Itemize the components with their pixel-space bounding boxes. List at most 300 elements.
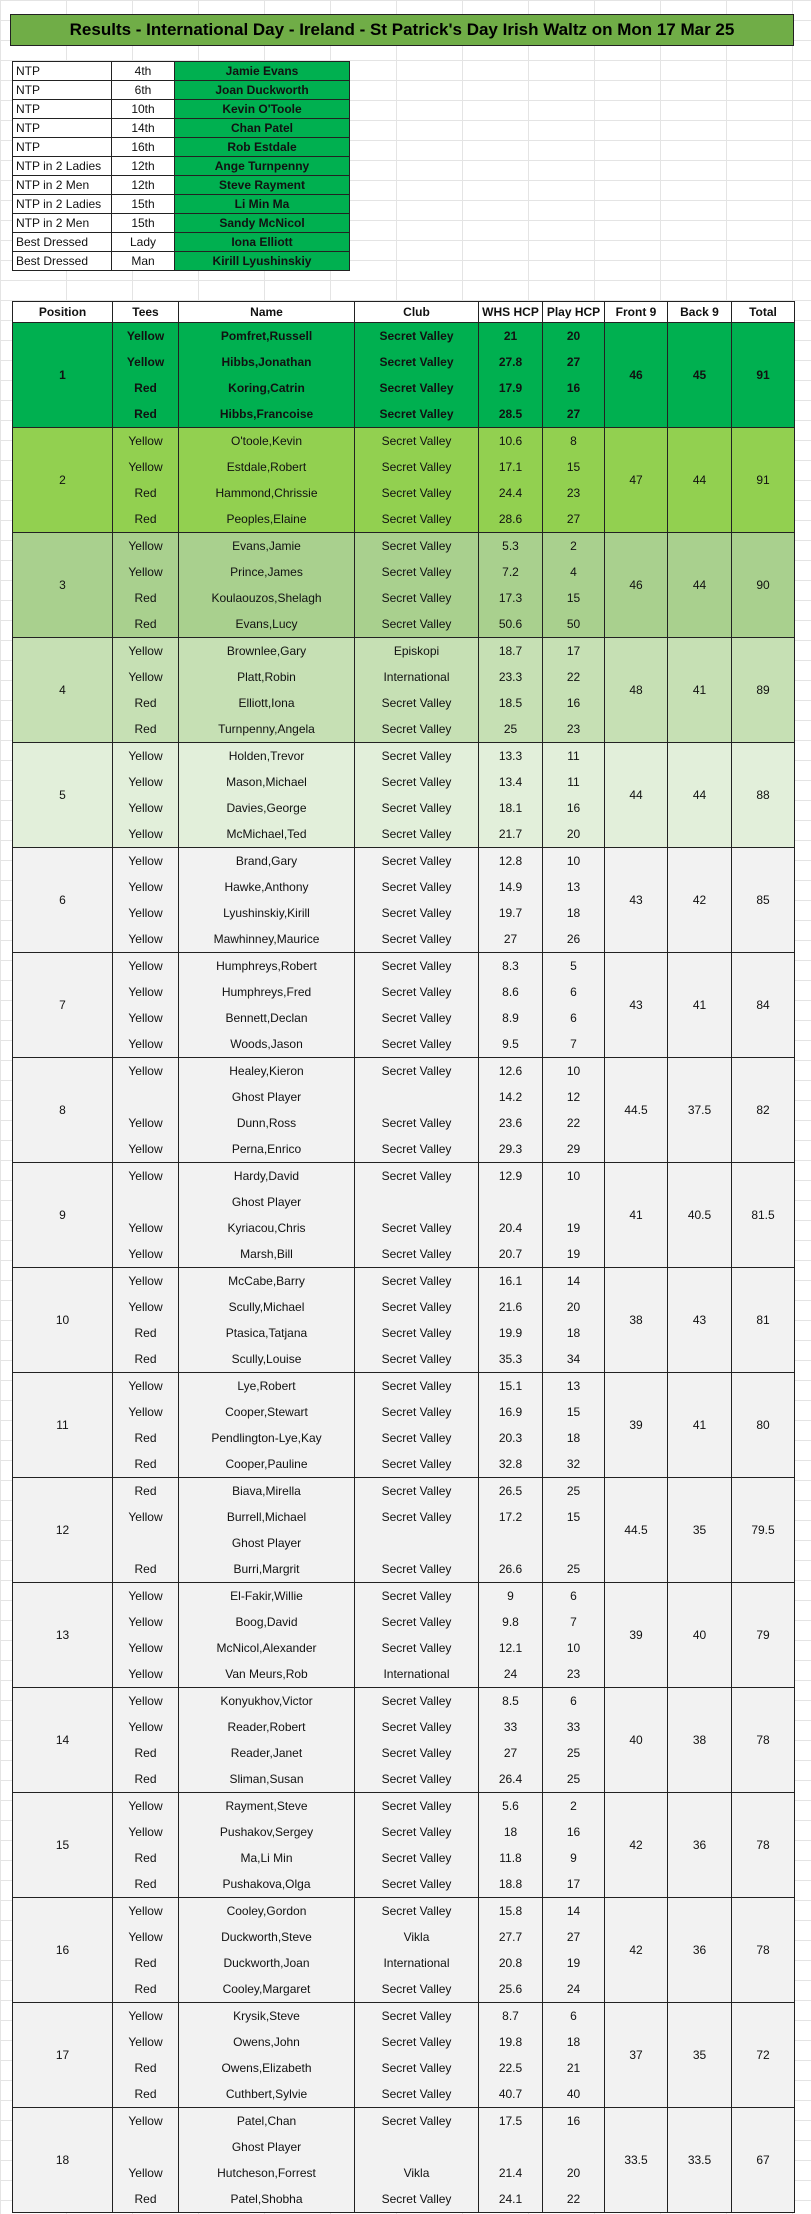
player-name: Koulaouzos,Shelagh [179, 585, 355, 611]
player-play-hcp [543, 1530, 605, 1556]
player-name: O'toole,Kevin [179, 428, 355, 455]
player-club: Secret Valley [355, 1609, 479, 1635]
player-club: Secret Valley [355, 1740, 479, 1766]
award-detail: 10th [112, 100, 175, 119]
header-tees: Tees [113, 302, 179, 323]
player-tees: Red [113, 1766, 179, 1793]
player-play-hcp: 16 [543, 795, 605, 821]
award-row [13, 252, 350, 271]
back-9-cell: 37.5 [668, 1058, 732, 1163]
player-play-hcp: 25 [543, 1556, 605, 1583]
player-club: Secret Valley [355, 716, 479, 743]
player-whs-hcp: 35.3 [479, 1346, 543, 1373]
player-play-hcp: 6 [543, 1688, 605, 1715]
player-tees: Red [113, 716, 179, 743]
front-9-cell: 46 [605, 323, 668, 428]
award-winner: Kirill Lyushinskiy [175, 252, 350, 271]
result-group [13, 953, 795, 1058]
player-whs-hcp: 20.3 [479, 1425, 543, 1451]
player-tees: Yellow [113, 1110, 179, 1136]
player-whs-hcp: 27 [479, 926, 543, 953]
award-type: NTP [13, 62, 112, 81]
player-whs-hcp: 12.1 [479, 1635, 543, 1661]
player-club: Secret Valley [355, 2029, 479, 2055]
player-club [355, 1084, 479, 1110]
player-play-hcp: 10 [543, 1635, 605, 1661]
player-play-hcp [543, 2134, 605, 2160]
player-whs-hcp: 26.5 [479, 1478, 543, 1505]
player-whs-hcp: 50.6 [479, 611, 543, 638]
player-club: Secret Valley [355, 953, 479, 980]
player-club: Secret Valley [355, 2055, 479, 2081]
player-row [13, 1793, 795, 1820]
player-club: Secret Valley [355, 1425, 479, 1451]
player-tees: Red [113, 585, 179, 611]
award-winner: Chan Patel [175, 119, 350, 138]
player-play-hcp: 23 [543, 716, 605, 743]
player-club: International [355, 1661, 479, 1688]
award-detail: 12th [112, 176, 175, 195]
total-cell: 84 [732, 953, 795, 1058]
front-9-cell: 42 [605, 1898, 668, 2003]
player-play-hcp: 17 [543, 638, 605, 665]
back-9-cell: 43 [668, 1268, 732, 1373]
player-name: Cooley,Margaret [179, 1976, 355, 2003]
player-club: Secret Valley [355, 1373, 479, 1400]
player-club: Secret Valley [355, 1110, 479, 1136]
player-whs-hcp: 28.6 [479, 506, 543, 533]
player-row [13, 2108, 795, 2135]
player-name: Turnpenny,Angela [179, 716, 355, 743]
player-name: Patel,Chan [179, 2108, 355, 2135]
player-name: McNicol,Alexander [179, 1635, 355, 1661]
position-cell: 7 [13, 953, 113, 1058]
player-club: Secret Valley [355, 428, 479, 455]
back-9-cell: 42 [668, 848, 732, 953]
position-cell: 9 [13, 1163, 113, 1268]
player-club: Secret Valley [355, 1346, 479, 1373]
player-whs-hcp: 27.7 [479, 1924, 543, 1950]
player-play-hcp: 22 [543, 664, 605, 690]
player-tees: Yellow [113, 1635, 179, 1661]
player-play-hcp: 25 [543, 1740, 605, 1766]
total-cell: 79.5 [732, 1478, 795, 1583]
player-tees: Yellow [113, 664, 179, 690]
awards-table [12, 61, 350, 271]
award-winner: Sandy McNicol [175, 214, 350, 233]
player-tees: Red [113, 690, 179, 716]
player-play-hcp: 2 [543, 533, 605, 560]
player-whs-hcp: 11.8 [479, 1845, 543, 1871]
front-9-cell: 47 [605, 428, 668, 533]
player-play-hcp: 40 [543, 2081, 605, 2108]
player-whs-hcp: 20.8 [479, 1950, 543, 1976]
award-winner: Jamie Evans [175, 62, 350, 81]
player-club [355, 2134, 479, 2160]
player-club: Secret Valley [355, 979, 479, 1005]
player-club: Secret Valley [355, 743, 479, 770]
front-9-cell: 40 [605, 1688, 668, 1793]
player-whs-hcp: 14.2 [479, 1084, 543, 1110]
player-play-hcp: 18 [543, 1425, 605, 1451]
player-whs-hcp: 16.9 [479, 1399, 543, 1425]
player-play-hcp: 20 [543, 323, 605, 350]
player-tees: Yellow [113, 2108, 179, 2135]
result-group [13, 1793, 795, 1898]
position-cell: 10 [13, 1268, 113, 1373]
header-whs-hcp: WHS HCP [479, 302, 543, 323]
player-name: Ghost Player [179, 1530, 355, 1556]
player-club: Secret Valley [355, 2108, 479, 2135]
player-whs-hcp: 21 [479, 323, 543, 350]
player-play-hcp: 50 [543, 611, 605, 638]
player-club: Secret Valley [355, 533, 479, 560]
total-cell: 80 [732, 1373, 795, 1478]
player-club: Secret Valley [355, 1793, 479, 1820]
player-row [13, 1478, 795, 1505]
award-detail: 16th [112, 138, 175, 157]
player-club: Secret Valley [355, 1819, 479, 1845]
player-tees: Red [113, 1451, 179, 1478]
player-name: Hammond,Chrissie [179, 480, 355, 506]
player-name: Van Meurs,Rob [179, 1661, 355, 1688]
player-row [13, 1898, 795, 1925]
result-group [13, 638, 795, 743]
player-play-hcp: 16 [543, 2108, 605, 2135]
player-play-hcp: 15 [543, 1399, 605, 1425]
player-whs-hcp: 8.5 [479, 1688, 543, 1715]
player-whs-hcp: 22.5 [479, 2055, 543, 2081]
player-play-hcp: 25 [543, 1478, 605, 1505]
player-whs-hcp: 32.8 [479, 1451, 543, 1478]
player-whs-hcp [479, 2134, 543, 2160]
front-9-cell: 43 [605, 848, 668, 953]
player-whs-hcp: 18 [479, 1819, 543, 1845]
player-club: Secret Valley [355, 1898, 479, 1925]
player-play-hcp: 22 [543, 1110, 605, 1136]
header-name: Name [179, 302, 355, 323]
player-whs-hcp: 18.1 [479, 795, 543, 821]
player-row [13, 1583, 795, 1610]
player-club [355, 1189, 479, 1215]
player-whs-hcp: 20.4 [479, 1215, 543, 1241]
player-club: Secret Valley [355, 1399, 479, 1425]
player-name: Burrell,Michael [179, 1504, 355, 1530]
award-detail: 14th [112, 119, 175, 138]
player-name: Dunn,Ross [179, 1110, 355, 1136]
front-9-cell: 46 [605, 533, 668, 638]
player-tees: Yellow [113, 1898, 179, 1925]
award-detail: 6th [112, 81, 175, 100]
player-row [13, 638, 795, 665]
player-club: Secret Valley [355, 1005, 479, 1031]
player-club: Secret Valley [355, 611, 479, 638]
player-name: Owens,Elizabeth [179, 2055, 355, 2081]
player-play-hcp: 6 [543, 979, 605, 1005]
player-whs-hcp: 18.8 [479, 1871, 543, 1898]
player-tees: Yellow [113, 428, 179, 455]
position-cell: 3 [13, 533, 113, 638]
player-name: Pomfret,Russell [179, 323, 355, 350]
award-row [13, 81, 350, 100]
front-9-cell: 44 [605, 743, 668, 848]
player-play-hcp: 27 [543, 401, 605, 428]
result-group [13, 1478, 795, 1583]
player-play-hcp: 20 [543, 1294, 605, 1320]
total-cell: 81.5 [732, 1163, 795, 1268]
player-club: International [355, 664, 479, 690]
player-play-hcp: 14 [543, 1268, 605, 1295]
player-tees: Red [113, 1871, 179, 1898]
player-row [13, 1373, 795, 1400]
player-club: Secret Valley [355, 2186, 479, 2213]
player-club: Secret Valley [355, 1635, 479, 1661]
player-play-hcp: 11 [543, 743, 605, 770]
player-club: Secret Valley [355, 1714, 479, 1740]
player-name: Holden,Trevor [179, 743, 355, 770]
player-name: Patel,Shobha [179, 2186, 355, 2213]
award-type: NTP in 2 Ladies [13, 157, 112, 176]
player-name: Ghost Player [179, 1084, 355, 1110]
position-cell: 5 [13, 743, 113, 848]
player-club: Vikla [355, 1924, 479, 1950]
player-play-hcp: 15 [543, 1504, 605, 1530]
front-9-cell: 44.5 [605, 1478, 668, 1583]
player-name: Hibbs,Francoise [179, 401, 355, 428]
player-play-hcp: 27 [543, 506, 605, 533]
player-play-hcp: 7 [543, 1031, 605, 1058]
player-tees: Red [113, 1976, 179, 2003]
front-9-cell: 39 [605, 1583, 668, 1688]
player-whs-hcp: 25.6 [479, 1976, 543, 2003]
award-type: NTP in 2 Men [13, 176, 112, 195]
total-cell: 91 [732, 323, 795, 428]
player-name: Mason,Michael [179, 769, 355, 795]
player-name: Pushakov,Sergey [179, 1819, 355, 1845]
player-club: Secret Valley [355, 323, 479, 350]
player-club: Secret Valley [355, 401, 479, 428]
player-tees: Yellow [113, 454, 179, 480]
player-row [13, 323, 795, 350]
result-group [13, 533, 795, 638]
player-club: Secret Valley [355, 375, 479, 401]
player-club: Secret Valley [355, 1320, 479, 1346]
player-club: Secret Valley [355, 480, 479, 506]
award-row [13, 119, 350, 138]
player-whs-hcp: 13.3 [479, 743, 543, 770]
player-club: Secret Valley [355, 848, 479, 875]
player-tees [113, 2134, 179, 2160]
player-club: International [355, 1950, 479, 1976]
player-name: Cooley,Gordon [179, 1898, 355, 1925]
player-row [13, 1268, 795, 1295]
back-9-cell: 36 [668, 1793, 732, 1898]
player-whs-hcp: 14.9 [479, 874, 543, 900]
player-whs-hcp: 7.2 [479, 559, 543, 585]
player-name: Woods,Jason [179, 1031, 355, 1058]
award-type: NTP [13, 81, 112, 100]
player-whs-hcp: 20.7 [479, 1241, 543, 1268]
player-whs-hcp: 28.5 [479, 401, 543, 428]
player-play-hcp: 29 [543, 1136, 605, 1163]
player-play-hcp: 17 [543, 1871, 605, 1898]
award-winner: Steve Rayment [175, 176, 350, 195]
player-tees [113, 1189, 179, 1215]
player-whs-hcp: 24.4 [479, 480, 543, 506]
player-club: Secret Valley [355, 454, 479, 480]
back-9-cell: 40.5 [668, 1163, 732, 1268]
position-cell: 11 [13, 1373, 113, 1478]
player-tees: Red [113, 2186, 179, 2213]
player-play-hcp: 26 [543, 926, 605, 953]
player-name: Perna,Enrico [179, 1136, 355, 1163]
player-tees: Red [113, 2081, 179, 2108]
player-whs-hcp: 27.8 [479, 349, 543, 375]
player-name: Scully,Michael [179, 1294, 355, 1320]
player-name: Hawke,Anthony [179, 874, 355, 900]
player-whs-hcp: 23.6 [479, 1110, 543, 1136]
player-play-hcp: 11 [543, 769, 605, 795]
player-tees: Yellow [113, 1268, 179, 1295]
player-play-hcp: 10 [543, 848, 605, 875]
player-name: Cooper,Stewart [179, 1399, 355, 1425]
player-play-hcp: 18 [543, 1320, 605, 1346]
award-detail: 4th [112, 62, 175, 81]
player-name: Hardy,David [179, 1163, 355, 1190]
award-row [13, 176, 350, 195]
player-row [13, 743, 795, 770]
player-play-hcp: 16 [543, 375, 605, 401]
award-winner: Joan Duckworth [175, 81, 350, 100]
position-cell: 8 [13, 1058, 113, 1163]
player-play-hcp: 19 [543, 1950, 605, 1976]
player-club: Secret Valley [355, 1976, 479, 2003]
player-play-hcp: 5 [543, 953, 605, 980]
player-play-hcp: 12 [543, 1084, 605, 1110]
player-name: Humphreys,Fred [179, 979, 355, 1005]
player-whs-hcp: 9.5 [479, 1031, 543, 1058]
position-cell: 15 [13, 1793, 113, 1898]
player-name: Cuthbert,Sylvie [179, 2081, 355, 2108]
total-cell: 78 [732, 1793, 795, 1898]
player-name: Mawhinney,Maurice [179, 926, 355, 953]
player-club: Secret Valley [355, 900, 479, 926]
player-whs-hcp: 15.8 [479, 1898, 543, 1925]
player-club: Secret Valley [355, 769, 479, 795]
player-name: Humphreys,Robert [179, 953, 355, 980]
player-club: Secret Valley [355, 1766, 479, 1793]
award-type: Best Dressed [13, 233, 112, 252]
player-play-hcp [543, 1189, 605, 1215]
player-tees: Yellow [113, 1661, 179, 1688]
player-name: McCabe,Barry [179, 1268, 355, 1295]
player-name: Rayment,Steve [179, 1793, 355, 1820]
award-row [13, 157, 350, 176]
player-tees: Yellow [113, 559, 179, 585]
total-cell: 81 [732, 1268, 795, 1373]
result-group [13, 2003, 795, 2108]
player-whs-hcp: 17.5 [479, 2108, 543, 2135]
player-whs-hcp: 17.1 [479, 454, 543, 480]
player-name: Hibbs,Jonathan [179, 349, 355, 375]
front-9-cell: 43 [605, 953, 668, 1058]
results-title: Results - International Day - Ireland - St Patrick's Day Irish Waltz on Mon 17 Mar 25 [10, 14, 794, 46]
player-tees: Red [113, 611, 179, 638]
player-tees [113, 1084, 179, 1110]
total-cell: 85 [732, 848, 795, 953]
award-detail: 15th [112, 214, 175, 233]
player-tees: Yellow [113, 743, 179, 770]
player-tees: Yellow [113, 323, 179, 350]
player-play-hcp: 8 [543, 428, 605, 455]
front-9-cell: 41 [605, 1163, 668, 1268]
position-cell: 16 [13, 1898, 113, 2003]
player-play-hcp: 10 [543, 1058, 605, 1085]
player-whs-hcp: 5.6 [479, 1793, 543, 1820]
player-play-hcp: 32 [543, 1451, 605, 1478]
award-winner: Iona Elliott [175, 233, 350, 252]
result-group [13, 848, 795, 953]
player-whs-hcp: 19.7 [479, 900, 543, 926]
player-name: Boog,David [179, 1609, 355, 1635]
player-tees: Yellow [113, 1005, 179, 1031]
player-play-hcp: 7 [543, 1609, 605, 1635]
award-detail: 12th [112, 157, 175, 176]
player-club: Secret Valley [355, 1031, 479, 1058]
result-group [13, 323, 795, 428]
results-table [12, 301, 795, 2213]
total-cell: 88 [732, 743, 795, 848]
player-tees: Red [113, 1425, 179, 1451]
player-play-hcp: 18 [543, 2029, 605, 2055]
player-name: El-Fakir,Willie [179, 1583, 355, 1610]
player-tees: Red [113, 1556, 179, 1583]
position-cell: 2 [13, 428, 113, 533]
player-tees: Yellow [113, 533, 179, 560]
player-row [13, 1058, 795, 1085]
total-cell: 91 [732, 428, 795, 533]
award-row [13, 195, 350, 214]
player-club: Secret Valley [355, 1294, 479, 1320]
player-name: Marsh,Bill [179, 1241, 355, 1268]
player-tees: Yellow [113, 874, 179, 900]
player-name: Evans,Lucy [179, 611, 355, 638]
total-cell: 89 [732, 638, 795, 743]
player-play-hcp: 6 [543, 1583, 605, 1610]
player-club: Secret Valley [355, 585, 479, 611]
player-play-hcp: 16 [543, 1819, 605, 1845]
back-9-cell: 44 [668, 428, 732, 533]
back-9-cell: 35 [668, 2003, 732, 2108]
result-group [13, 1058, 795, 1163]
player-tees: Red [113, 1320, 179, 1346]
player-club: Secret Valley [355, 1845, 479, 1871]
player-tees: Yellow [113, 979, 179, 1005]
player-name: Hutcheson,Forrest [179, 2160, 355, 2186]
header-position: Position [13, 302, 113, 323]
player-name: Cooper,Pauline [179, 1451, 355, 1478]
front-9-cell: 33.5 [605, 2108, 668, 2213]
player-whs-hcp: 18.5 [479, 690, 543, 716]
player-play-hcp: 18 [543, 900, 605, 926]
player-tees: Yellow [113, 1793, 179, 1820]
player-tees: Yellow [113, 1714, 179, 1740]
player-club: Episkopi [355, 638, 479, 665]
result-group [13, 743, 795, 848]
player-tees: Yellow [113, 2160, 179, 2186]
player-name: Evans,Jamie [179, 533, 355, 560]
position-cell: 14 [13, 1688, 113, 1793]
